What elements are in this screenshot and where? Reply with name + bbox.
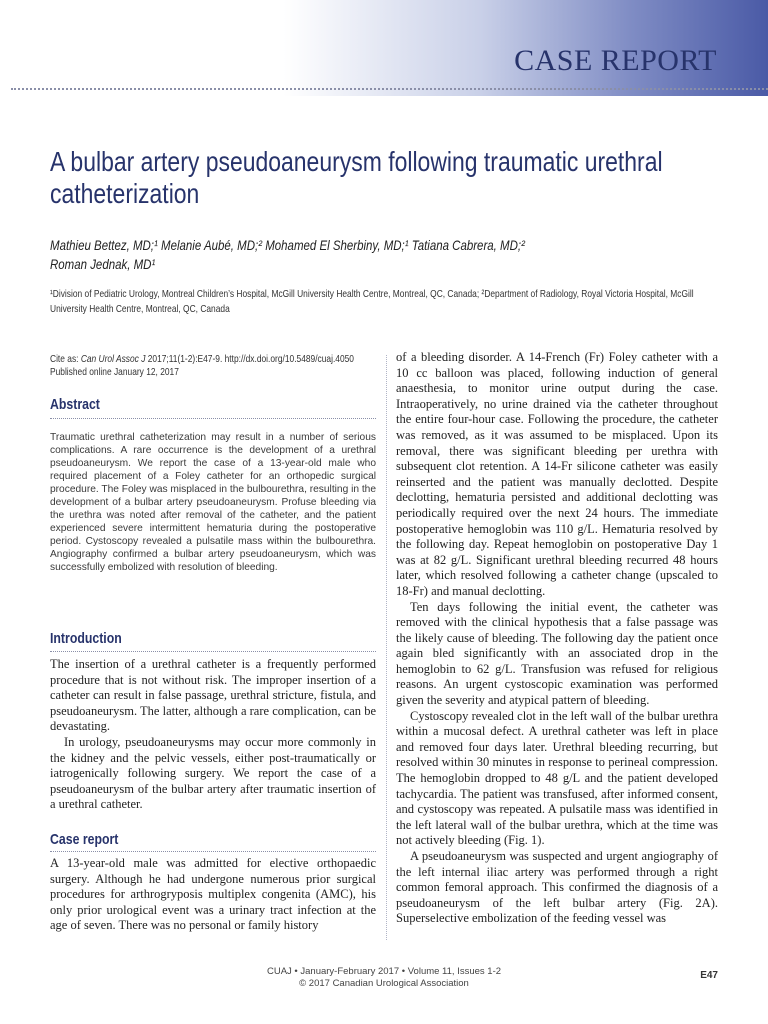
citation-block [50, 353, 370, 379]
introduction-heading-rule [50, 651, 376, 652]
published-date: Published online January 12, 2017 [50, 366, 179, 378]
abstract-heading: Abstract [50, 396, 100, 413]
authors-line-2: Roman Jednak, MD¹ [50, 256, 156, 272]
case-report-paragraph-1: A 13-year-old male was admitted for elective orthopaedic surgery. Although he had undergone numerous prior surgical procedures for arthrogryposis multiplex congenita (AMC), his only prior urological event was a urinary tract infection at the age of seven. There was no personal or family history [50, 856, 376, 933]
abstract-heading-rule [50, 418, 376, 419]
page-footer [0, 966, 768, 990]
case-report-heading-rule [50, 851, 376, 852]
right-paragraph-1: of a bleeding disorder. A 14-French (Fr) Foley catheter with a 10 cc balloon was placed, following induction of general anaesthesia, to monitor urine output during the case. Intraoperatively, no urine drained via the catheter throughout the entire four-hour case. Following the procedure, the catheter was removed, as it was assumed to be misplaced. Upon its removal, there was significant bleeding per urethra with subsequent clot retention. A 14-Fr silicone catheter was easily reinserted and the patient was manually declotted. Despite declotting, hematuria persisted and additional declotting was periodically required over the next 24 hours. The immediate postoperative hemoglobin was 110 g/L. Hematuria resolved by the following day. Repeat hemoglobin on postoperative Day 1 was at 82 g/L. Significant urethral bleeding recurred 48 hours later, which resolved following a catheter change (upscaled to 18-Fr) and manual declotting. [396, 350, 718, 598]
section-label: CASE REPORT [514, 44, 717, 77]
cite-prefix: Cite as: [50, 353, 81, 365]
column-divider [386, 355, 387, 940]
right-paragraph-3: Cystoscopy revealed clot in the left wall of the bulbar urethra within a mucosal defect. A urethral catheter was left in place and removed four days later. Urethral bleeding recurring, but resolved within 30 minutes in response to perineal compression. The hemoglobin dropped to 48 g/L and the patient developed tachycardia. The patient was transfused, after informed consent, and cystoscopy was repeated. A pulsatile mass was identified in the left lateral wall of the bulbar urethra, which at the time was not actively bleeding (Fig. 1). [396, 708, 718, 848]
article-title: A bulbar artery pseudoaneurysm following traumatic urethral catheterization [50, 146, 663, 209]
cite-journal: Can Urol Assoc J [80, 353, 146, 365]
page-number: E47 [700, 970, 718, 981]
authors-line-1: Mathieu Bettez, MD;¹ Melanie Aubé, MD;² Mohamed El Sherbiny, MD;¹ Tatiana Cabrera, MD;² [50, 237, 525, 253]
case-report-body [50, 856, 376, 934]
cite-details: 2017;11(1-2):E47-9. http://dx.doi.org/10.5489/cuaj.4050 [145, 353, 354, 365]
abstract-text: Traumatic urethral catheterization may result in a number of serious complications. A rare occurrence is the development of a urethral pseudoaneurysm. We report the case of a 13-year-old male who required placement of a Foley catheter for an orthopedic surgical procedure. The Foley was misplaced in the bulbourethra, resulting in the development of a bulbar artery pseudoaneurysm. Profuse bleeding via the urethra was noted after removal of the catheter, and the patient experienced severe intermittent hematuria during the postoperative period. Cystoscopy revealed a pulsatile mass within the bulbourethra. Angiography confirmed a bulbar artery pseudoaneurysm, which was successfully embolized with resolution of bleeding. [50, 432, 376, 573]
introduction-body [50, 657, 376, 813]
author-list [50, 236, 722, 274]
affiliations: ¹Division of Pediatric Urology, Montreal Children’s Hospital, McGill University Health Centre, Montreal, QC, Canada; ²Department of Radiology, Royal Victoria Hospital, McGill University Health Centre, Montreal, QC, Canada [50, 288, 694, 315]
citation [50, 353, 370, 366]
footer-journal-line: CUAJ • January-February 2017 • Volume 11, Issues 1-2 [266, 966, 502, 977]
header-divider [11, 88, 768, 90]
introduction-heading: Introduction [50, 630, 122, 647]
footer-copyright: © 2017 Canadian Urological Association [299, 978, 469, 989]
right-paragraph-4: A pseudoaneurysm was suspected and urgent angiography of the left internal iliac artery was performed through a right common femoral approach. This confirmed the diagnosis of a pseudoaneurysm of the left bulbar artery (Fig. 2A). Superselective embolization of the feeding vessel was [396, 849, 718, 926]
right-column-body [396, 350, 718, 927]
case-report-heading: Case report [50, 831, 119, 848]
introduction-paragraph-1: The insertion of a urethral catheter is a frequently performed procedure that is not without risk. The improper insertion of a catheter can result in false passage, urethral stricture, fistula, and pseudoaneurysm. The latter, although a rare complication, can be devastating. [50, 657, 376, 734]
right-paragraph-2: Ten days following the initial event, the catheter was removed with the clinical hypothesis that a false passage was the likely cause of bleeding. The following day the patient once again bled significantly with an associated drop in the hemoglobin to 62 g/L. Transfusion was refused for religious reasons. An urgent cystoscopic examination was performed given the severity and atypical pattern of bleeding. [396, 599, 718, 708]
introduction-paragraph-2: In urology, pseudoaneurysms may occur more commonly in the kidney and the pelvic vessels, either post-traumatically or iatrogenically following surgery. We report the case of a pseudoaneurysm of the bulbar artery after traumatic insertion of a urethral catheter. [50, 734, 376, 812]
